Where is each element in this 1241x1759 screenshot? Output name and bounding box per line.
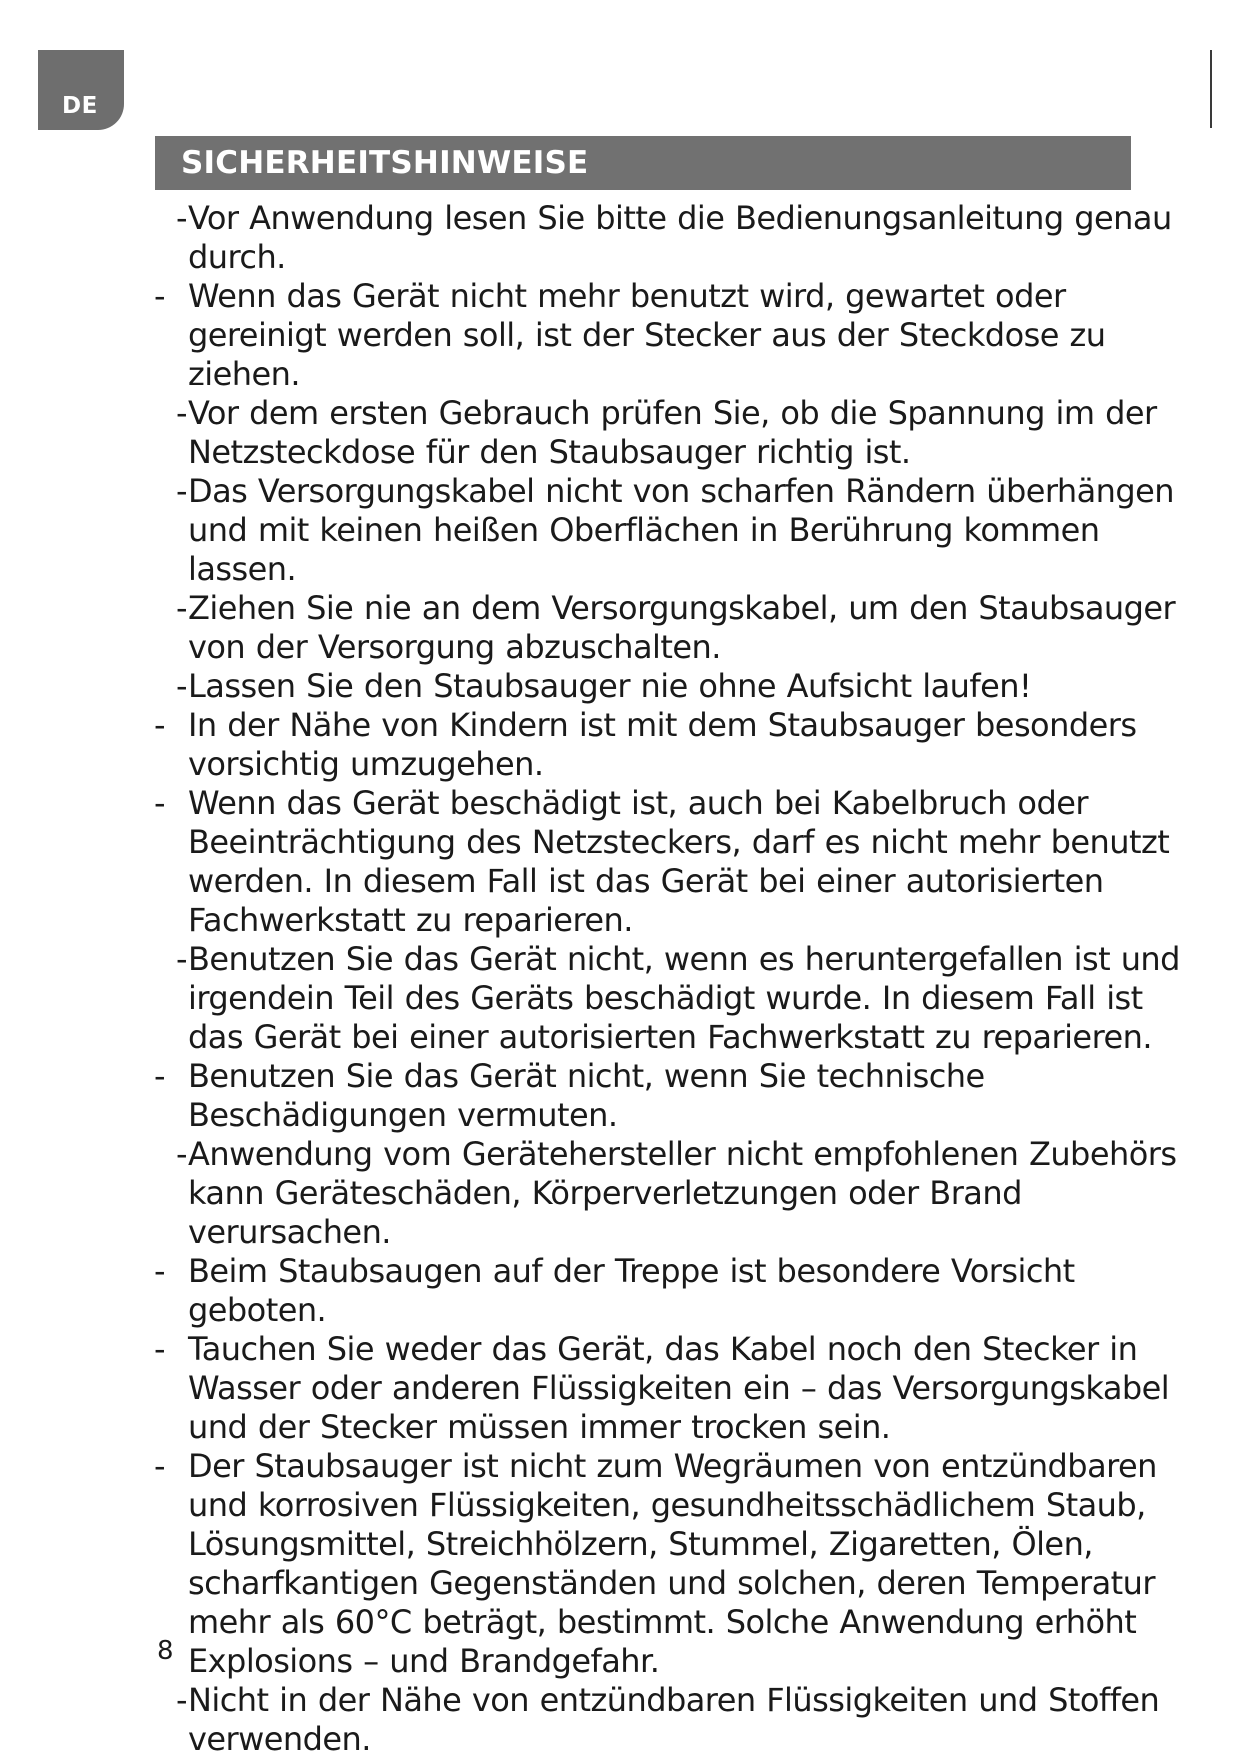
list-dash: -: [154, 277, 165, 315]
list-dash: -: [176, 589, 187, 627]
instruction-text: Der Staubsauger ist nicht zum Wegräumen von entzündbaren und korrosiven Flüssigkeiten, gesundheitsschädlichem Staub, Lösungsmittel, Streichhölzern, Stummel, Zigaretten, Ölen, scharfkantigen Gegenständen und solchen, deren Temperatur mehr als 60°C beträgt, bestimmt. Solche Anwendung erhöht Explosions – und Brandgefahr.: [188, 1447, 1157, 1680]
instruction-text: Wenn das Gerät nicht mehr benutzt wird, gewartet oder gereinigt werden soll, ist der Stecker aus der Steckdose zu ziehen.: [188, 277, 1106, 393]
list-dash: -: [176, 940, 187, 978]
instruction-item: [0, 1330, 1188, 1447]
page-number: 8: [157, 1636, 174, 1666]
list-dash: -: [176, 1135, 187, 1173]
instruction-text: In der Nähe von Kindern ist mit dem Staubsauger besonders vorsichtig umzugehen.: [188, 706, 1137, 783]
list-dash: -: [176, 472, 187, 510]
list-dash: -: [176, 199, 187, 237]
list-dash: -: [154, 706, 165, 744]
list-dash: -: [176, 394, 187, 432]
instruction-text: Das Versorgungskabel nicht von scharfen Rändern überhängen und mit keinen heißen Oberflächen in Berührung kommen lassen.: [188, 472, 1175, 588]
list-dash: -: [154, 1447, 165, 1485]
list-dash: -: [154, 1057, 165, 1095]
instruction-text: Beim Staubsaugen auf der Treppe ist besondere Vorsicht geboten.: [188, 1252, 1075, 1329]
instruction-item: [0, 667, 1188, 706]
instruction-item: [0, 277, 1188, 394]
instruction-text: Tauchen Sie weder das Gerät, das Kabel noch den Stecker in Wasser oder anderen Flüssigkeiten ein – das Versorgungskabel und der Stecker müssen immer trocken sein.: [188, 1330, 1170, 1446]
instruction-item: [0, 1252, 1188, 1330]
instruction-item: [0, 589, 1188, 667]
section-title: SICHERHEITSHINWEISE: [155, 136, 1131, 190]
list-dash: -: [154, 784, 165, 822]
instruction-item: [0, 1447, 1188, 1681]
language-tab: DE: [38, 50, 124, 130]
list-dash: -: [154, 1252, 165, 1290]
instruction-item: [0, 199, 1188, 277]
list-dash: -: [154, 1330, 165, 1368]
instruction-text: Benutzen Sie das Gerät nicht, wenn Sie technische Beschädigungen vermuten.: [188, 1057, 985, 1134]
margin-rule: [1210, 50, 1212, 128]
instruction-text: Vor dem ersten Gebrauch prüfen Sie, ob die Spannung im der Netzsteckdose für den Staubsauger richtig ist.: [188, 394, 1157, 471]
instruction-text: Benutzen Sie das Gerät nicht, wenn es heruntergefallen ist und irgendein Teil des Geräts beschädigt wurde. In diesem Fall ist das Gerät bei einer autorisierten Fachwerkstatt zu reparieren.: [188, 940, 1180, 1056]
instruction-item: [0, 1135, 1188, 1252]
instruction-item: [0, 1681, 1188, 1759]
instruction-item: [0, 472, 1188, 589]
instruction-text: Wenn das Gerät beschädigt ist, auch bei Kabelbruch oder Beeinträchtigung des Netzsteckers, darf es nicht mehr benutzt werden. In diesem Fall ist das Gerät bei einer autorisierten Fachwerkstatt zu reparieren.: [188, 784, 1170, 939]
list-dash: -: [176, 667, 187, 705]
instruction-item: [0, 784, 1188, 940]
instruction-text: Nicht in der Nähe von entzündbaren Flüssigkeiten und Stoffen verwenden.: [188, 1681, 1160, 1758]
instruction-item: [0, 394, 1188, 472]
instruction-text: Lassen Sie den Staubsauger nie ohne Aufsicht laufen!: [188, 667, 1032, 705]
instruction-text: Ziehen Sie nie an dem Versorgungskabel, um den Staubsauger von der Versorgung abzuschalten.: [188, 589, 1176, 666]
instruction-item: [0, 706, 1188, 784]
instruction-text: Vor Anwendung lesen Sie bitte die Bedienungsanleitung genau durch.: [188, 199, 1172, 276]
safety-instructions-list: [0, 199, 1241, 1759]
list-dash: -: [176, 1681, 187, 1719]
instruction-item: [0, 940, 1188, 1057]
instruction-item: [0, 1057, 1188, 1135]
instruction-text: Anwendung vom Gerätehersteller nicht empfohlenen Zubehörs kann Geräteschäden, Körperverletzungen oder Brand verursachen.: [188, 1135, 1177, 1251]
